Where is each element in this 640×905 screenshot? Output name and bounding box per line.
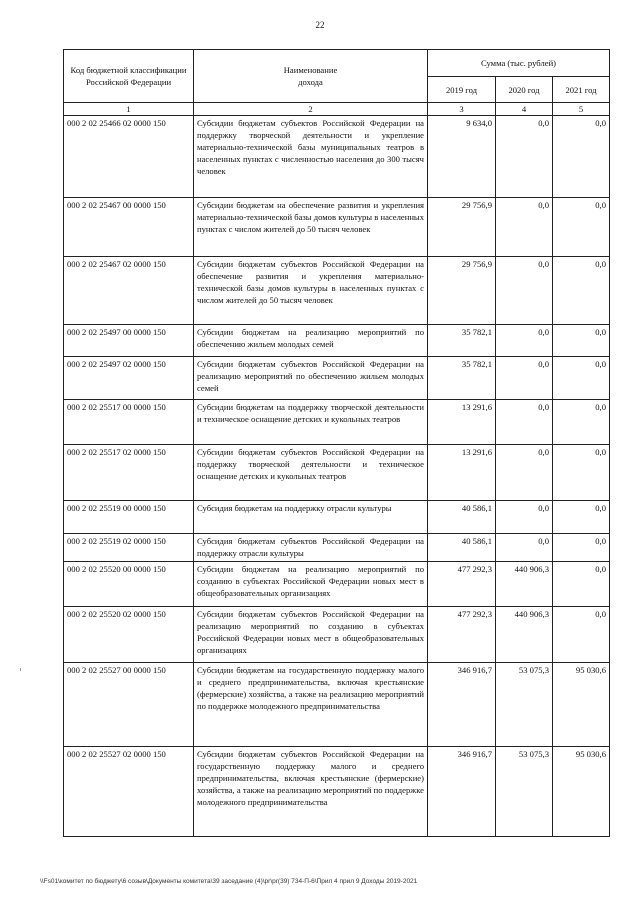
table-row	[64, 607, 610, 663]
header-sum: Сумма (тыс. рублей)	[428, 50, 610, 77]
row-value-2019: 40 586,1	[428, 501, 496, 534]
row-name: Субсидии бюджетам на реализацию мероприятий по обеспечению жильем молодых семей	[194, 325, 428, 357]
row-value-2020: 53 075,3	[496, 663, 553, 747]
row-value-2019: 346 916,7	[428, 747, 496, 837]
row-value-2020: 0,0	[496, 257, 553, 325]
table-row	[64, 501, 610, 534]
row-code: 000 2 02 25520 00 0000 150	[64, 562, 194, 607]
row-value-2021: 95 030,6	[553, 747, 610, 837]
budget-table	[63, 49, 610, 837]
row-value-2020: 0,0	[496, 325, 553, 357]
row-value-2019: 13 291,6	[428, 400, 496, 445]
column-index: 2	[194, 103, 428, 116]
row-value-2019: 346 916,7	[428, 663, 496, 747]
column-index: 1	[64, 103, 194, 116]
row-code: 000 2 02 25527 00 0000 150	[64, 663, 194, 747]
table-row	[64, 663, 610, 747]
row-value-2020: 0,0	[496, 534, 553, 562]
table-row	[64, 357, 610, 400]
header-year-2020: 2020 год	[496, 77, 553, 103]
row-value-2020: 440 906,3	[496, 607, 553, 663]
row-value-2019: 9 634,0	[428, 116, 496, 198]
row-name: Субсидии бюджетам субъектов Российской Федерации на поддержку творческой деятельности и техническое оснащение детских и кукольных театров	[194, 445, 428, 501]
row-name: Субсидии бюджетам субъектов Российской Федерации на обеспечение развития и укрепления материально-технической базы домов культуры в населенных пунктах с числом жителей до 50 тысяч человек	[194, 257, 428, 325]
row-code: 000 2 02 25466 02 0000 150	[64, 116, 194, 198]
table-row	[64, 257, 610, 325]
table-body	[64, 116, 610, 837]
table-row	[64, 445, 610, 501]
row-name: Субсидии бюджетам субъектов Российской Федерации на реализацию мероприятий по обеспечению жильем молодых семей	[194, 357, 428, 400]
row-value-2021: 0,0	[553, 501, 610, 534]
page-number: 22	[315, 20, 325, 30]
row-value-2019: 13 291,6	[428, 445, 496, 501]
table-row	[64, 198, 610, 257]
row-value-2020: 0,0	[496, 501, 553, 534]
row-value-2019: 35 782,1	[428, 325, 496, 357]
row-value-2021: 0,0	[553, 562, 610, 607]
row-name: Субсидии бюджетам на поддержку творческой деятельности и техническое оснащение детских и кукольных театров	[194, 400, 428, 445]
header-year-2021: 2021 год	[553, 77, 610, 103]
row-code: 000 2 02 25467 02 0000 150	[64, 257, 194, 325]
row-code: 000 2 02 25527 02 0000 150	[64, 747, 194, 837]
row-value-2020: 53 075,3	[496, 747, 553, 837]
row-code: 000 2 02 25519 02 0000 150	[64, 534, 194, 562]
row-value-2020: 440 906,3	[496, 562, 553, 607]
table-row	[64, 562, 610, 607]
row-name: Субсидии бюджетам на обеспечение развития и укрепления материально-технической базы домов культуры в населенных пунктах с числом жителей до 50 тысяч человек	[194, 198, 428, 257]
header-name	[194, 50, 428, 103]
table-row	[64, 534, 610, 562]
row-value-2019: 477 292,3	[428, 607, 496, 663]
row-name: Субсидии бюджетам субъектов Российской Федерации на реализацию мероприятий по созданию в субъектах Российской Федерации новых мест в общеобразовательных организациях	[194, 607, 428, 663]
row-value-2021: 0,0	[553, 445, 610, 501]
row-name: Субсидия бюджетам на поддержку отрасли культуры	[194, 501, 428, 534]
row-value-2021: 0,0	[553, 534, 610, 562]
row-value-2021: 0,0	[553, 198, 610, 257]
row-code: 000 2 02 25497 00 0000 150	[64, 325, 194, 357]
column-index: 5	[553, 103, 610, 116]
row-value-2021: 95 030,6	[553, 663, 610, 747]
row-name: Субсидии бюджетам на реализацию мероприятий по созданию в субъектах Российской Федерации новых мест в общеобразовательных организациях	[194, 562, 428, 607]
table-row	[64, 747, 610, 837]
row-value-2020: 0,0	[496, 116, 553, 198]
header-name-line1: Наименование	[283, 65, 338, 75]
row-code: 000 2 02 25497 02 0000 150	[64, 357, 194, 400]
row-name: Субсидии бюджетам на государственную поддержку малого и среднего предпринимательства, включая крестьянские (фермерские) хозяйства, а также на реализацию мероприятий по поддержке молодежного предпринимательства	[194, 663, 428, 747]
table-row	[64, 116, 610, 198]
row-value-2019: 29 756,9	[428, 198, 496, 257]
row-value-2020: 0,0	[496, 198, 553, 257]
row-value-2021: 0,0	[553, 357, 610, 400]
row-value-2021: 0,0	[553, 257, 610, 325]
row-code: 000 2 02 25517 02 0000 150	[64, 445, 194, 501]
row-value-2021: 0,0	[553, 325, 610, 357]
row-code: 000 2 02 25519 00 0000 150	[64, 501, 194, 534]
row-value-2020: 0,0	[496, 445, 553, 501]
row-name: Субсидии бюджетам субъектов Российской Федерации на поддержку творческой деятельности и укрепление материально-технической базы муниципальных театров в населенных пунктах с численностью населения до 300 тысяч человек	[194, 116, 428, 198]
margin-mark	[20, 668, 21, 671]
row-name: Субсидии бюджетам субъектов Российской Федерации на государственную поддержку малого и среднего предпринимательства, включая крестьянские (фермерские) хозяйства, а также на реализацию мероприятий по поддержке молодежного предпринимательства	[194, 747, 428, 837]
row-code: 000 2 02 25520 02 0000 150	[64, 607, 194, 663]
row-value-2020: 0,0	[496, 357, 553, 400]
row-value-2019: 477 292,3	[428, 562, 496, 607]
row-value-2019: 35 782,1	[428, 357, 496, 400]
row-value-2021: 0,0	[553, 116, 610, 198]
column-index: 4	[496, 103, 553, 116]
row-code: 000 2 02 25517 00 0000 150	[64, 400, 194, 445]
row-value-2020: 0,0	[496, 400, 553, 445]
row-value-2019: 29 756,9	[428, 257, 496, 325]
column-index: 3	[428, 103, 496, 116]
row-value-2021: 0,0	[553, 400, 610, 445]
row-value-2019: 40 586,1	[428, 534, 496, 562]
table-row	[64, 325, 610, 357]
row-code: 000 2 02 25467 00 0000 150	[64, 198, 194, 257]
table-row	[64, 400, 610, 445]
header-code: Код бюджетной классификации Российской Федерации	[64, 50, 194, 103]
footer-file-path: \\Fs01\комитет по бюджету\6 созыв\Документы комитета\39 заседание (4)\pr\pr(39) 734-П-6\Прил 4 прил 9 Доходы 2019-2021	[40, 878, 418, 885]
header-name-line2: дохода	[298, 77, 323, 87]
header-year-2019: 2019 год	[428, 77, 496, 103]
row-value-2021: 0,0	[553, 607, 610, 663]
row-name: Субсидия бюджетам субъектов Российской Федерации на поддержку отрасли культуры	[194, 534, 428, 562]
